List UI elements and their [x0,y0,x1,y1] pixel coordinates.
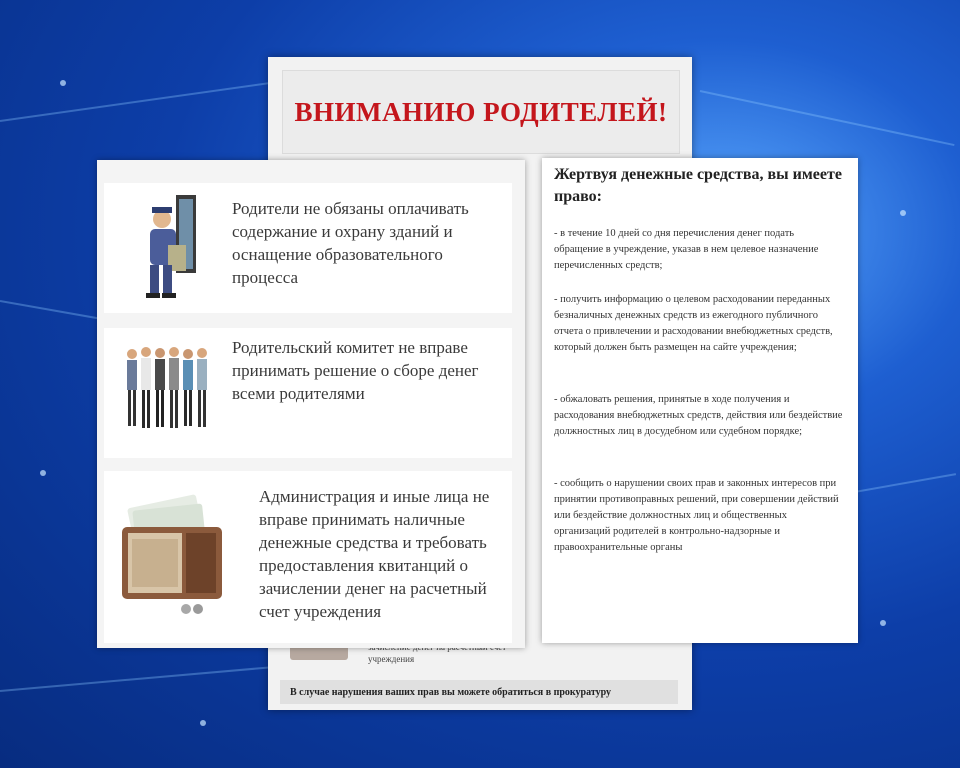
wallet-with-money-icon [116,493,241,618]
rights-item: - сообщить о нарушении своих прав и законных интересов при принятии противоправных решений, при совершении действий или бездействие должностных лиц и общественных организаций родителей в контрольно-надзорные и правоохранительные органы [554,478,839,553]
rights-panel [542,158,858,643]
card-committee-text: Родительский комитет не вправе принимать решение о сборе денег всеми родителями [232,338,479,403]
rights-item: - в течение 10 дней со дня перечисления денег подать обращение в учреждение, указав в нем целевое назначение перечисленных средств; [554,228,819,271]
group-of-people-icon [122,342,212,437]
footer-bar [280,680,678,704]
rights-item: - обжаловать решения, принятые в ходе получения и расходования внебюджетных средств, действия или бездействие должностных лиц в досудебном или судебном порядке; [554,394,843,437]
page-title: ВНИМАНИЮ РОДИТЕЛЕЙ! [294,96,668,127]
card-fees-text: Родители не обязаны оплачивать содержание и охрану зданий и оснащение образовательного процесса [232,199,469,287]
peek-text: учреждения [368,654,415,664]
card-cash [104,471,512,643]
rights-heading: Жертвуя денежные средства, вы имеете право: [554,166,842,205]
card-fees [104,183,512,313]
title-box [282,70,680,154]
guard-at-door-icon [132,193,202,303]
rights-item: - получить информацию о целевом расходовании переданных безналичных денежных средств из ежегодного публичного отчета о привлечении и расходовании внебюджетных средств, который должен быть размещен на сайте учреждения; [554,294,833,353]
footer-note: В случае нарушения ваших прав вы можете обратиться в прокуратуру [290,686,612,698]
card-committee [104,328,512,458]
card-cash-text: Администрация и иные лица не вправе принимать наличные денежные средства и требовать предоставления квитанций о зачислении денег на расчетный счет учреждения [259,487,490,621]
